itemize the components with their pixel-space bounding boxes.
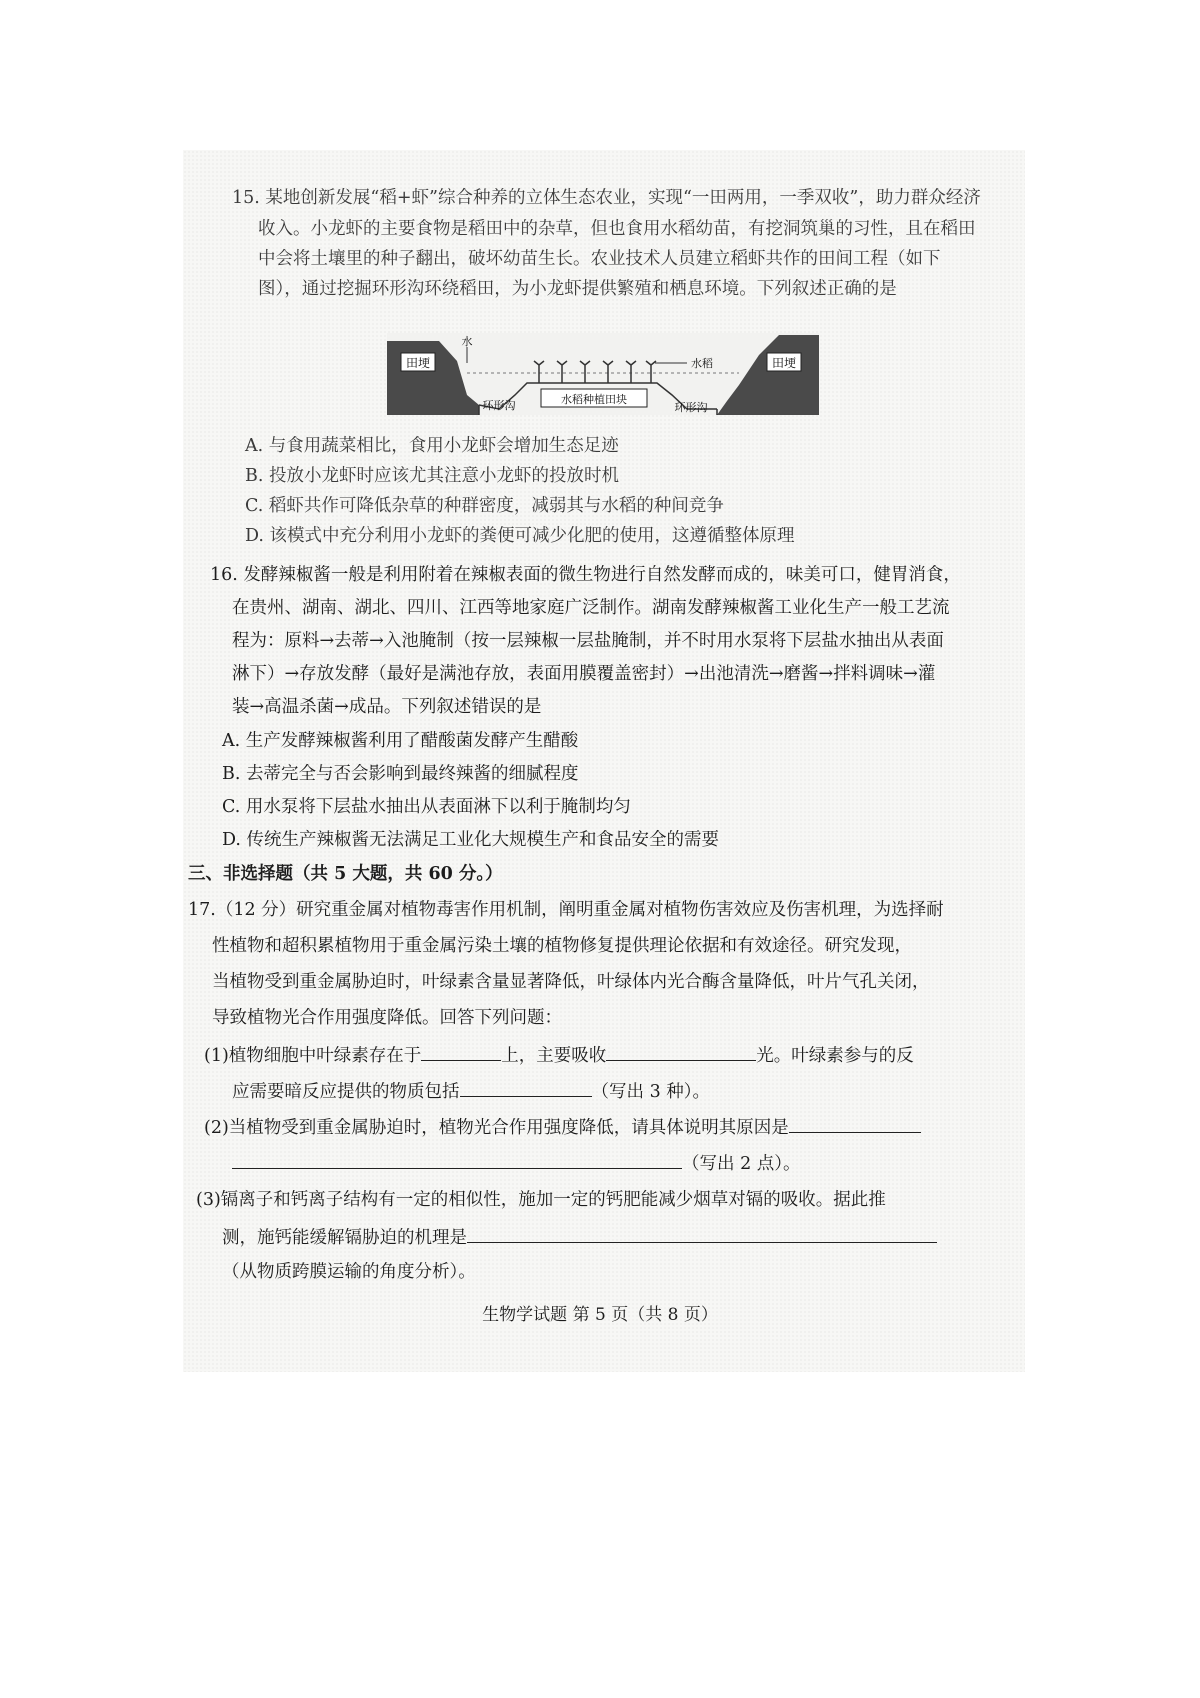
q15-option-d: D. 该模式中充分利用小龙虾的粪便可减少化肥的使用，这遵循整体原理	[245, 526, 795, 546]
q16-line-5: 装→高温杀菌→成品。下列叙述错误的是	[232, 697, 542, 717]
q17-part-3-line-3: （从物质跨膜运输的角度分析）。	[222, 1262, 476, 1282]
q16-option-c: C. 用水泵将下层盐水抽出从表面淋下以利于腌制均匀	[222, 797, 631, 817]
q15-option-b: B. 投放小龙虾时应该尤其注意小龙虾的投放时机	[245, 466, 619, 486]
right-bank-label: 田埂	[771, 356, 797, 370]
q16-option-a: A. 生产发酵辣椒酱利用了醋酸菌发酵产生醋酸	[222, 731, 579, 751]
q17-p3-text-b: 测，施钙能缓解镉胁迫的机理是	[222, 1228, 467, 1248]
page-footer: 生物学试题 第 5 页（共 8 页）	[482, 1305, 718, 1325]
q17-line-4: 导致植物光合作用强度降低。回答下列问题：	[212, 1008, 562, 1028]
q17-p1-text-c: 光。叶绿素参与的反	[756, 1046, 914, 1066]
q17-line-3: 当植物受到重金属胁迫时，叶绿素含量显著降低，叶绿体内光合酶含量降低，叶片气孔关闭，	[212, 972, 930, 992]
answer-blank-reason-part-2[interactable]	[232, 1154, 682, 1169]
q16-line-1: 16. 发酵辣椒酱一般是利用附着在辣椒表面的微生物进行自然发酵而成的，味美可口，健胃消食，	[210, 565, 961, 585]
answer-blank-reason-part-1[interactable]	[789, 1118, 921, 1133]
answer-blank-calcium-mechanism[interactable]	[467, 1228, 937, 1243]
q17-p1-text-b: 上，主要吸收	[501, 1046, 607, 1066]
q16-line-4: 淋下）→存放发酵（最好是满池存放，表面用膜覆盖密封）→出池清洗→磨酱→拌料调味→灌	[232, 664, 936, 684]
q16-option-d: D. 传统生产辣椒酱无法满足工业化大规模生产和食品安全的需要	[222, 830, 720, 850]
q17-part-2-line-2	[232, 1154, 801, 1174]
answer-blank-chlorophyll-location[interactable]	[421, 1046, 501, 1061]
q15-line-2: 收入。小龙虾的主要食物是稻田中的杂草，但也食用水稻幼苗，有挖洞筑巢的习性，且在稻田	[258, 219, 976, 239]
q17-line-1: 17.（12 分）研究重金属对植物毒害作用机制，阐明重金属对植物伤害效应及伤害机理，为选择耐	[188, 900, 944, 920]
q16-line-2: 在贵州、湖南、湖北、四川、江西等地家庭广泛制作。湖南发酵辣椒酱工业化生产一般工艺流	[232, 598, 950, 618]
q17-p2-text-a: (2)当植物受到重金属胁迫时，植物光合作用强度降低，请具体说明其原因是	[204, 1118, 789, 1138]
ditch-left-label: 环形沟	[482, 399, 516, 412]
left-bank-label: 田埂	[405, 356, 431, 370]
section-three-heading: 三、非选择题（共 5 大题，共 60 分。）	[188, 864, 503, 884]
q15-option-a: A. 与食用蔬菜相比，食用小龙虾会增加生态足迹	[245, 436, 619, 456]
q15-line-4: 图），通过挖掘环形沟环绕稻田，为小龙虾提供繁殖和栖息环境。下列叙述正确的是	[258, 279, 897, 299]
ditch-right-label: 环形沟	[674, 401, 708, 414]
q17-p1-text-d: 应需要暗反应提供的物质包括	[232, 1082, 460, 1102]
center-field-label: 水稻种植田块	[561, 393, 627, 406]
water-label: 水	[461, 335, 473, 348]
q17-part-1-line-2	[232, 1082, 710, 1102]
q17-part-3-line-2	[222, 1228, 937, 1248]
q16-option-b: B. 去蒂完全与否会影响到最终辣酱的细腻程度	[222, 764, 579, 784]
q17-p2-text-b: （写出 2 点）。	[682, 1154, 801, 1174]
rice-label: 水稻	[691, 357, 713, 370]
q17-part-3-line-1: (3)镉离子和钙离子结构有一定的相似性，施加一定的钙肥能减少烟草对镉的吸收。据此推	[196, 1190, 886, 1210]
q17-p1-text-e: （写出 3 种）。	[591, 1082, 711, 1102]
q15-line-3: 中会将土壤里的种子翻出，破坏幼苗生长。农业技术人员建立稻虾共作的田间工程（如下	[258, 249, 941, 269]
answer-blank-absorbed-light[interactable]	[606, 1046, 756, 1061]
q15-line-1: 15. 某地创新发展“稻+虾”综合种养的立体生态农业，实现“一田两用，一季双收”，助力群众经济	[232, 188, 981, 208]
q17-line-2: 性植物和超积累植物用于重金属污染土壤的植物修复提供理论依据和有效途径。研究发现，	[212, 936, 912, 956]
q15-option-c: C. 稻虾共作可降低杂草的种群密度，减弱其与水稻的种间竞争	[245, 496, 724, 516]
answer-blank-dark-reaction-substances[interactable]	[460, 1082, 592, 1097]
q16-line-3: 程为：原料→去蒂→入池腌制（按一层辣椒一层盐腌制，并不时用水泵将下层盐水抽出从表面	[232, 631, 944, 651]
q17-part-1-line-1	[204, 1046, 914, 1066]
q17-p1-text-a: (1)植物细胞中叶绿素存在于	[204, 1046, 422, 1066]
rice-shrimp-field-diagram	[387, 333, 819, 415]
q17-part-2-line-1	[204, 1118, 921, 1138]
